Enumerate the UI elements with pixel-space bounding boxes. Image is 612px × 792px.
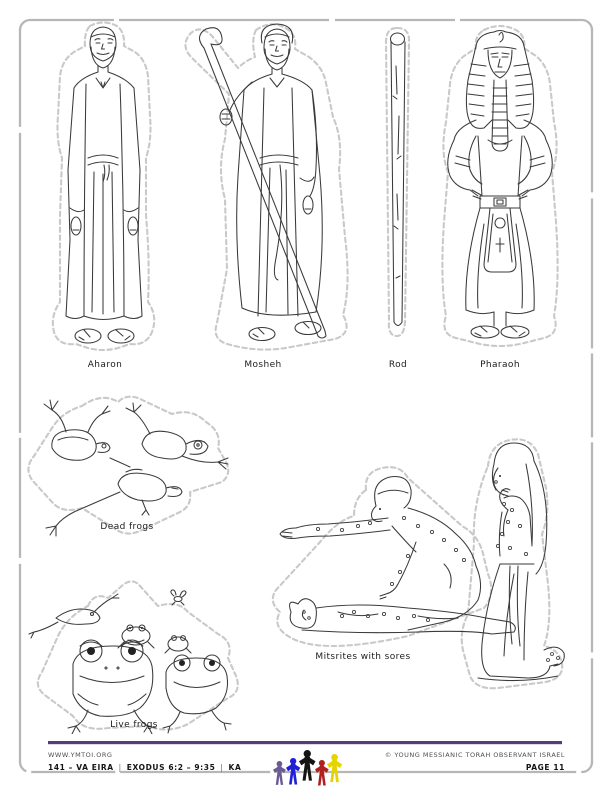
logo-figure-purple [273,761,286,785]
mitsrites-label: Mitsrites with sores [315,652,411,662]
rod-line-art [391,33,406,326]
pharaoh-figure [436,22,564,356]
footer-copyright: © YOUNG MESSIANIC TORAH OBSERVANT ISRAEL [384,751,565,759]
logo-figure-red [315,760,329,785]
cutout-pharaoh [436,22,564,370]
aharon-figure [46,20,164,356]
footer-divider-1: | [118,763,122,772]
live-frogs-figure [28,576,240,734]
footer-divider-2: | [220,763,224,772]
aharon-line-art [66,27,142,343]
mosheh-label: Mosheh [244,360,282,370]
logo-figure-yellow [327,754,342,782]
dead-frogs-figure [22,388,232,538]
footer-website: WWW.YMTOI.ORG [48,751,113,759]
mosheh-line-art [199,24,326,341]
live-frogs-label: Live frogs [110,720,158,730]
cutout-live-frogs [28,576,240,734]
dead-frogs-line-art [44,400,228,536]
cutout-dead-frogs [22,388,232,538]
sores-spots [303,481,560,662]
aharon-label: Aharon [87,360,123,370]
cutout-mosheh [168,16,358,370]
rod-cutline [386,28,409,336]
rod-figure [376,24,420,346]
live-frogs-cutline [38,581,238,729]
footer-scripture: EXODUS 6:2 – 9:35 [126,763,216,772]
footer-code: KA [228,763,242,772]
cutout-rod [376,24,420,370]
pharaoh-line-art [448,31,553,339]
cutout-mitsrites [258,424,572,696]
footer-page-number: PAGE 11 [525,763,565,772]
mosheh-figure [168,16,358,356]
rod-label: Rod [388,360,408,370]
pharaoh-label: Pharaoh [480,360,520,370]
footer-lesson-row [48,763,241,772]
cutout-aharon [46,20,164,370]
logo-figure-black [299,750,316,781]
footer-logo [272,746,342,788]
footer-lesson: 141 – VA EIRA [48,763,114,772]
footer-rule [48,741,562,745]
dead-frogs-cutline [28,397,228,534]
live-frogs-line-art [29,590,231,734]
mitsrites-line-art [280,443,564,681]
logo-figure-blue [286,758,300,785]
dead-frogs-label: Dead frogs [100,522,154,532]
